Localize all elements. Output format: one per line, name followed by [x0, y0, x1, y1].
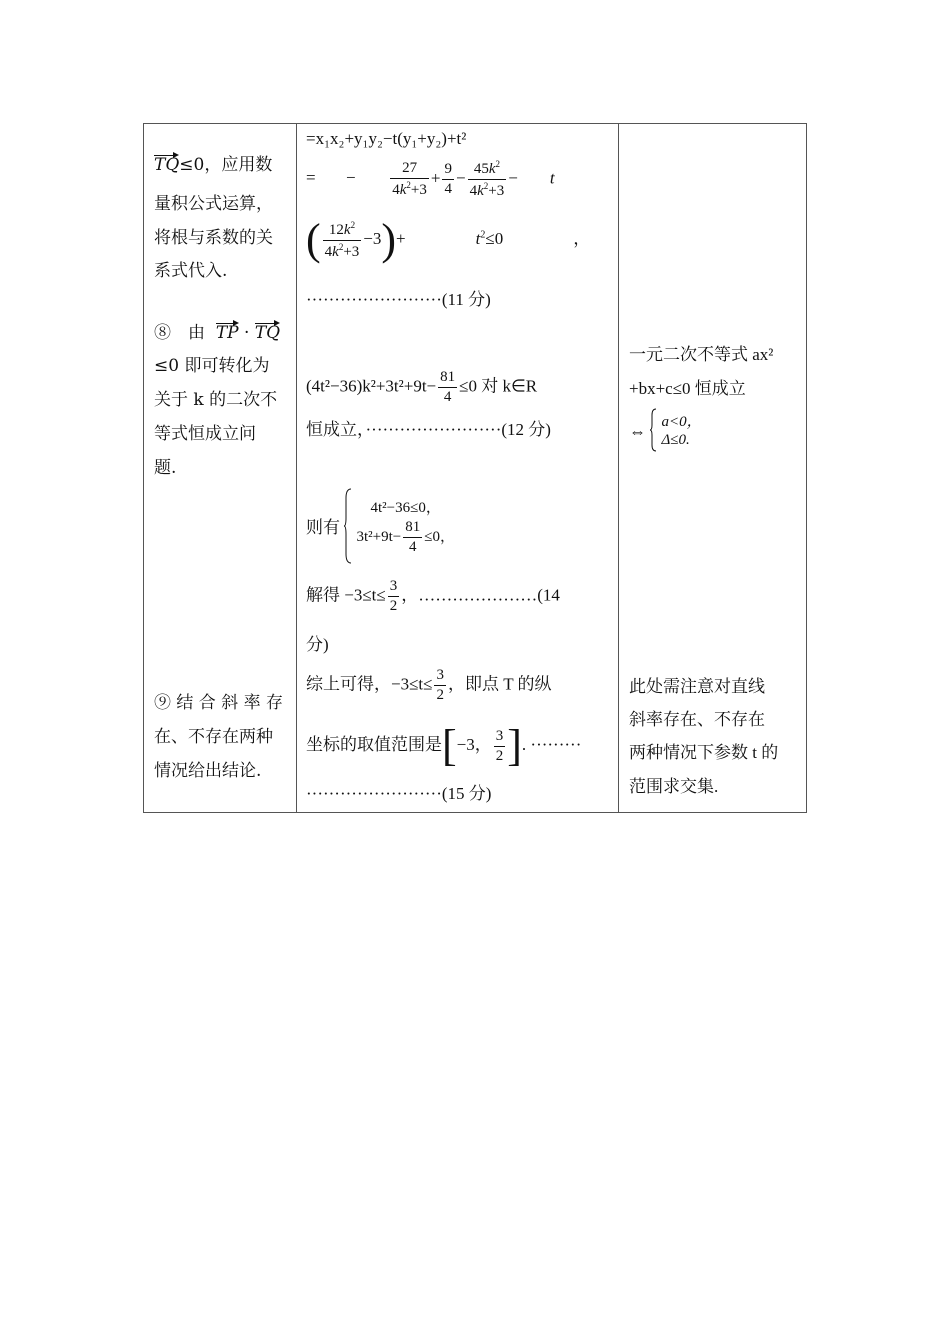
remark-2-line-1: 此处需注意对直线	[629, 677, 765, 696]
remark-1-line-2: +bx+c≤0 恒成立	[629, 379, 746, 398]
remark-1-line-1: 一元二次不等式 ax²	[629, 345, 774, 364]
inequality-line: (4t²−36)k²+3t²+9t− $\frac{81}{4}$ ≤0 对 k∈R	[306, 369, 538, 405]
remark-2-line-2: 斜率存在、不存在	[629, 710, 765, 729]
solution-line-substitute-2: ( $\frac{12k^2}{4k^2+3}$ $-3)+ t^2\le 0$ ，	[306, 215, 591, 264]
vector-tp: TP	[215, 323, 239, 343]
solution-line-substitute-1: = − $\frac{27}{4k^2+3}$ + $\frac{9}{4}$ − $\frac{45k^2}{4k^2+3}$ − t	[306, 159, 555, 199]
solution-table	[143, 123, 807, 813]
step-intro-line-1: TQ≤0，应用数	[154, 155, 273, 175]
step8-line-5: 题.	[154, 458, 177, 478]
step-intro-line-2: 量积公式运算，	[154, 194, 273, 214]
step-intro-line-4: 系式代入.	[154, 261, 228, 281]
step9-line-1: ⑨ 结 合 斜 率 存	[154, 693, 284, 713]
solve-line: 解得 −3≤t≤ $\frac{3}{2}$ ，…………………(14	[306, 578, 560, 614]
vector-tq: TQ	[154, 155, 180, 175]
solution-line-expansion: =x₁x₂+y₁y₂−t(y₁+y₂)+t²	[306, 129, 467, 148]
step8-line-4: 等式恒成立问	[154, 424, 256, 444]
left-brace	[650, 408, 657, 455]
score-12-line: 恒成立，························(12 分)	[306, 420, 551, 439]
score-11-line: ························(11 分)	[306, 290, 491, 309]
remark-1-condition: ⇔ a<0， Δ≤0.	[629, 408, 702, 455]
step9-line-2: 在、不存在两种	[154, 727, 273, 747]
score-15-line: ························(15 分)	[306, 784, 492, 803]
step8-line-2: ≤0 即可转化为	[154, 356, 270, 376]
remark-2-line-3: 两种情况下参数 t 的	[629, 743, 779, 762]
left-brace	[344, 488, 352, 567]
step8-line-1: ⑧ 由 TP · TQ	[154, 323, 281, 343]
score-14-tail: 分)	[306, 635, 329, 654]
range-line: 坐标的取值范围是[−3， $\frac{3}{2}$ ]. ·········	[306, 721, 582, 770]
step9-line-3: 情况给出结论.	[154, 761, 262, 781]
step8-line-3: 关于 k 的二次不	[154, 390, 278, 410]
remark-2-line-4: 范围求交集.	[629, 777, 719, 796]
system-of-inequalities: 则有 4t²−36≤0， 3t²+9t− $\frac{81}{4}$ ≤0，	[306, 488, 455, 567]
column-divider	[618, 124, 619, 812]
column-divider	[296, 124, 297, 812]
vector-tq: TQ	[254, 323, 281, 343]
step-intro-line-3: 将根与系数的关	[154, 228, 273, 248]
conclusion-line: 综上可得，−3≤t≤ $\frac{3}{2}$ ，即点 T 的纵	[306, 667, 552, 703]
